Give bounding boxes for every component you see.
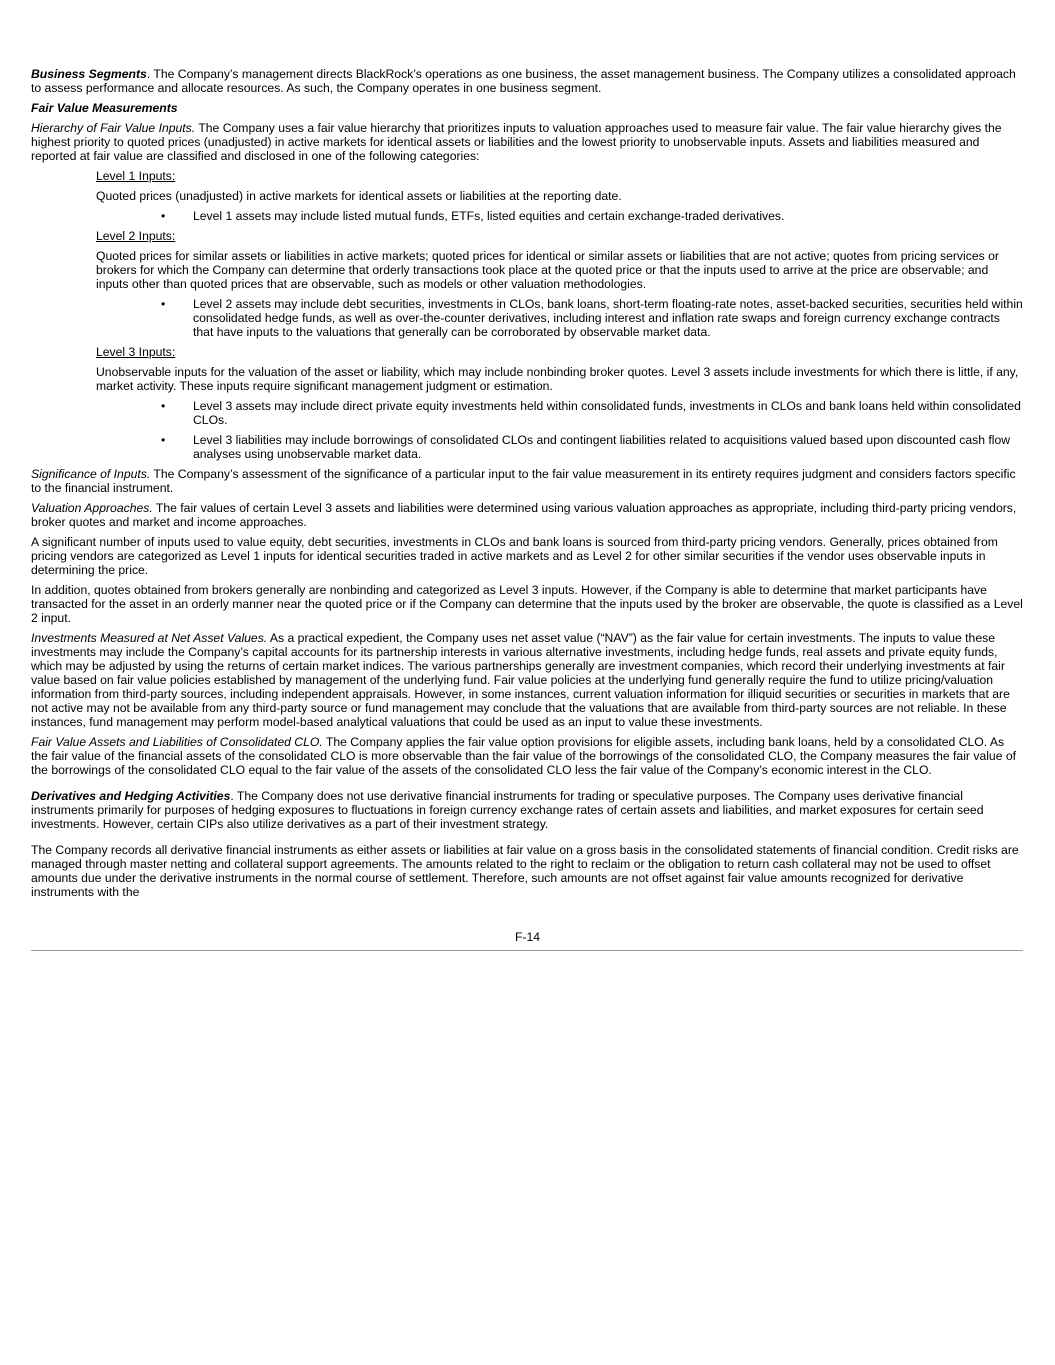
business-segments-text: . The Company’s management directs BlackRock’s operations as one business, the asset management business. The Company utilizes a consolidated approach to assess performance and allocate resources. As such, the Company operates in one business segment.: [31, 67, 1016, 95]
level2-heading: Level 2 Inputs:: [96, 229, 176, 243]
nav-text: As a practical expedient, the Company uses net asset value (“NAV”) as the fair value for certain investments. The inputs to value these investments may include the Company’s capital accounts for its partnership interests in various alternative investments, including hedge funds, real assets and private equity funds, which may be adjusted by using the returns of certain market indices. The various partnerships generally are investment companies, which record their underlying investments at fair value based on fair value policies established by management of the underlying fund. Fair value policies at the underlying fund generally require the fund to utilize pricing/valuation information from third-party sources, including independent appraisals. However, in some instances, current valuation information for illiquid securities or securities in markets that are not active may not be available from any third-party source or fund management may conclude that the valuations that are available from third-party sources are not reliable. In these instances, fund management may perform model-based analytical valuations that could be used as an input to value these investments.: [31, 631, 1010, 729]
level1-text: Quoted prices (unadjusted) in active markets for identical assets or liabilities at the reporting date.: [96, 189, 622, 203]
significance-label: Significance of Inputs.: [31, 467, 151, 481]
level3-bullet2-text: Level 3 liabilities may include borrowings of consolidated CLOs and contingent liabilities related to acquisitions valued based upon discounted cash flow analyses using unobservable market data.: [193, 433, 1011, 461]
level1-bullet: [161, 209, 1023, 223]
clo-text: The Company applies the fair value option provisions for eligible assets, including bank loans, held by a consolidated CLO. As the fair value of the financial assets of the consolidated CLO is more observable than the fair value of the borrowings of the consolidated CLO, the Company measures the fair value of the borrowings of the consolidated CLO equal to the fair value of the assets of the consolidated CLO less the fair value of the Company’s economic interest in the CLO.: [31, 735, 1017, 777]
nav-paragraph: [31, 631, 1023, 729]
clo-label: Fair Value Assets and Liabilities of Consolidated CLO.: [31, 735, 323, 749]
level2-text: Quoted prices for similar assets or liabilities in active markets; quoted prices for identical or similar assets or liabilities that are not active; quotes from pricing services or brokers for which the Company can determine that orderly transactions took place at the quoted price or that the inputs used to arrive at the price are observable; and inputs other than quoted prices that are observable, such as models or other valuation methodologies.: [96, 249, 999, 291]
level2-bullet-text: Level 2 assets may include debt securities, investments in CLOs, bank loans, short-term floating-rate notes, asset-backed securities, securities held within consolidated hedge funds, as well as over-the-counter derivatives, including interest and inflation rate swaps and foreign currency exchange contracts that have inputs to the valuations that generally can be corroborated by observable market data.: [193, 297, 1023, 339]
valuation-text: The fair values of certain Level 3 assets and liabilities were determined using various valuation approaches as appropriate, including third-party pricing vendors, broker quotes and market and income approaches.: [31, 501, 1017, 529]
level1-bullet-text: Level 1 assets may include listed mutual funds, ETFs, listed equities and certain exchange-traded derivatives.: [193, 209, 785, 223]
fair-value-heading: Fair Value Measurements: [31, 101, 178, 115]
hierarchy-text: The Company uses a fair value hierarchy that prioritizes inputs to valuation approaches used to measure fair value. The fair value hierarchy gives the highest priority to quoted prices (unadjusted) in active markets for identical assets or liabilities and the lowest priority to unobservable inputs. Assets and liabilities measured and reported at fair value are classified and disclosed in one of the following categories:: [31, 121, 1002, 163]
level3-bullet1-text: Level 3 assets may include direct private equity investments held within consolidated funds, investments in CLOs and bank loans held within consolidated CLOs.: [193, 399, 1021, 427]
nav-label: Investments Measured at Net Asset Values.: [31, 631, 268, 645]
level3-text: Unobservable inputs for the valuation of the asset or liability, which may include nonbinding broker quotes. Level 3 assets include investments for which there is little, if any, market activity. These inputs require significant management judgment or estimation.: [96, 365, 1019, 393]
inputs-paragraph: A significant number of inputs used to value equity, debt securities, investments in CLOs and bank loans is sourced from third-party pricing vendors. Generally, prices obtained from pricing vendors are categorized as Level 1 inputs for identical securities traded in active markets and as Level 2 for other similar securities if the vendor uses observable inputs in determining the price.: [31, 535, 998, 577]
bullet-symbol: •: [161, 433, 166, 447]
clo-paragraph: [31, 735, 1023, 777]
derivatives-paragraph: [31, 789, 1023, 831]
derivatives-heading: Derivatives and Hedging Activities: [31, 789, 231, 803]
significance-paragraph: [31, 467, 1023, 495]
valuation-paragraph: [31, 501, 1023, 529]
level3-bullet-liabilities: [161, 433, 1023, 461]
brokers-paragraph: In addition, quotes obtained from brokers generally are nonbinding and categorized as Level 3 inputs. However, if the Company is able to determine that market participants have transacted for the asset in an orderly manner near the quoted price or if the Company can determine that the inputs used by the broker are observable, the quote is classified as a Level 2 input.: [31, 583, 1023, 625]
level2-bullet: [161, 297, 1023, 339]
derivatives-text: . The Company does not use derivative financial instruments for trading or speculative purposes. The Company uses derivative financial instruments primarily for purposes of hedging exposures to fluctuations in foreign currency exchange rates of certain assets and liabilities, and market exposures for certain seed investments. However, certain CIPs also utilize derivatives as a part of their investment strategy.: [31, 789, 984, 831]
bullet-symbol: •: [161, 297, 166, 311]
business-segments-heading: Business Segments: [31, 67, 147, 81]
level3-heading: Level 3 Inputs:: [96, 345, 176, 359]
derivatives-paragraph-2: The Company records all derivative financial instruments as either assets or liabilities at fair value on a gross basis in the consolidated statements of financial condition. Credit risks are managed through master netting and collateral support agreements. The amounts related to the right to reclaim or the obligation to return cash collateral may not be used to offset amounts due under the derivative instruments in the normal course of settlement. Therefore, such amounts are not offset against fair value amounts recognized for derivative instruments with the: [31, 843, 1019, 899]
hierarchy-label: Hierarchy of Fair Value Inputs.: [31, 121, 196, 135]
business-segments-paragraph: [31, 67, 1023, 95]
valuation-label: Valuation Approaches.: [31, 501, 153, 515]
footer-divider: [31, 950, 1023, 951]
level3-bullet-assets: [161, 399, 1023, 427]
document-body: [31, 67, 1023, 905]
page-number: F-14: [514, 930, 541, 944]
bullet-symbol: •: [161, 209, 166, 223]
significance-text: The Company’s assessment of the significance of a particular input to the fair value measurement in its entirety requires judgment and considers factors specific to the financial instrument.: [31, 467, 1016, 495]
level1-heading: Level 1 Inputs:: [96, 169, 176, 183]
bullet-symbol: •: [161, 399, 166, 413]
hierarchy-paragraph: [31, 121, 1023, 163]
